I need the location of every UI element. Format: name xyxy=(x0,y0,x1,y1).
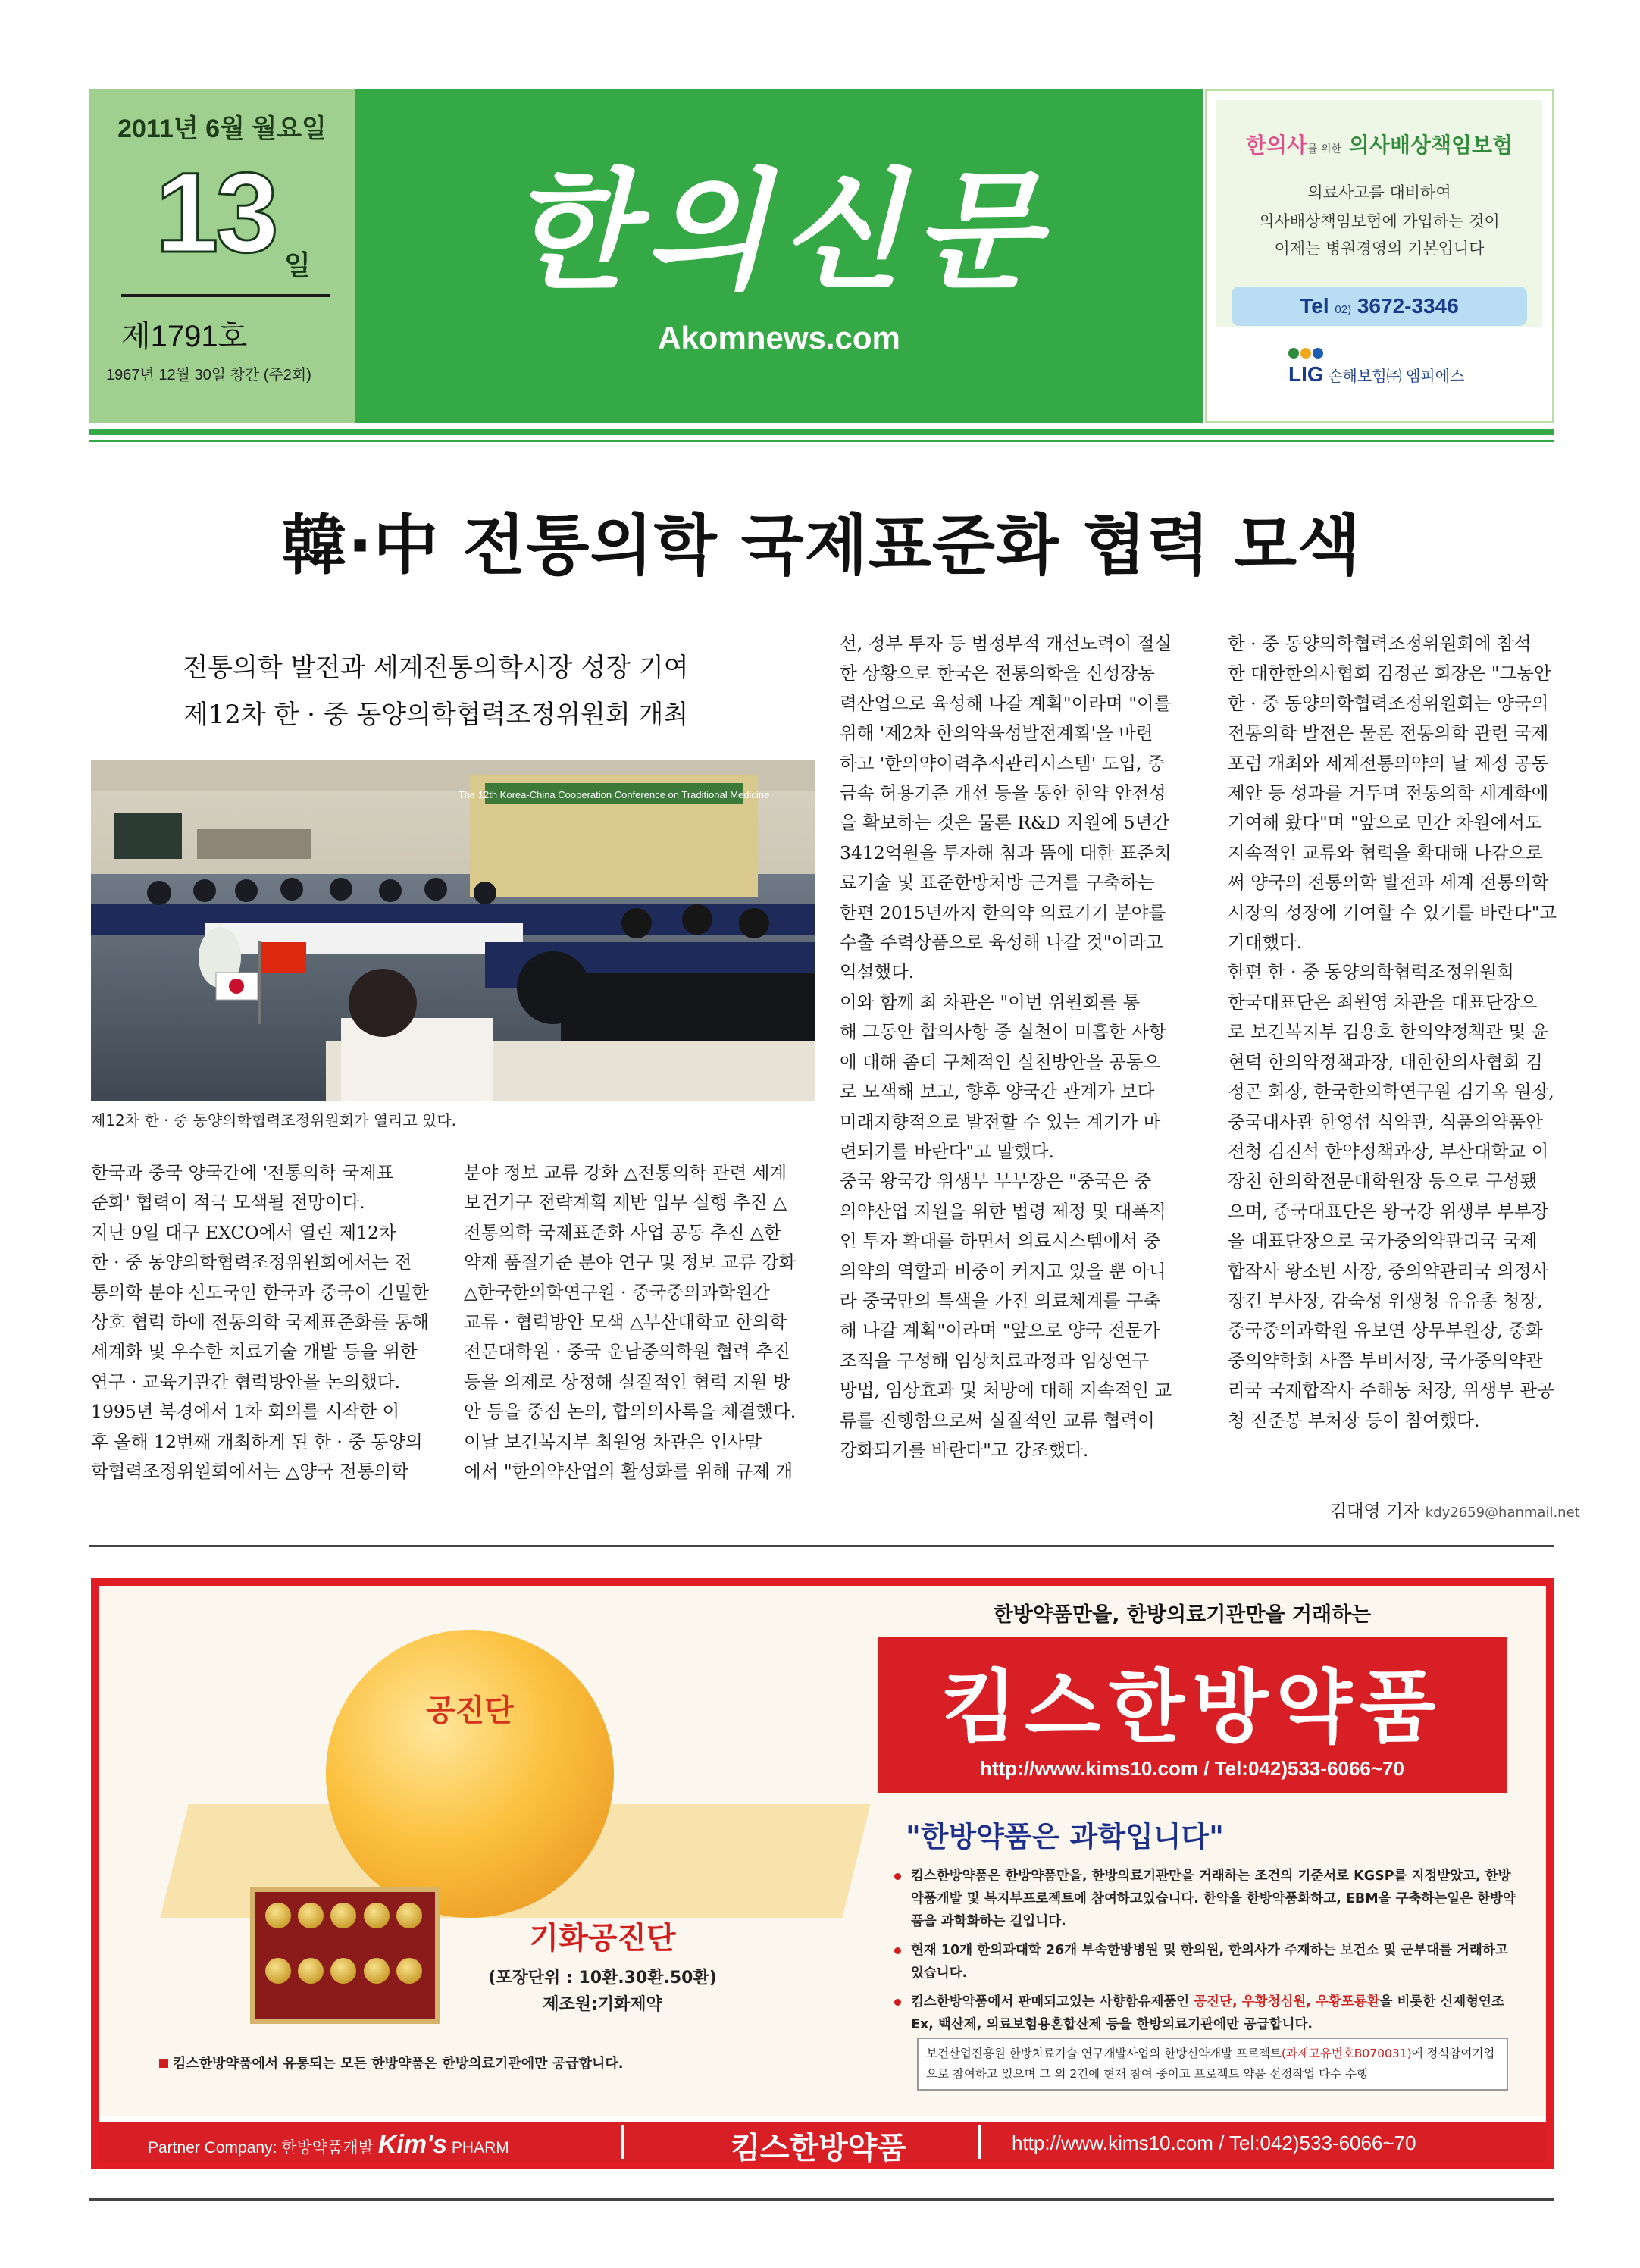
article-byline: 김대영 기자 kdy2659@hanmail.net xyxy=(1330,1502,1580,1521)
article-subhead: 전통의학 발전과 세계전통의학시장 성장 기여 제12차 한 · 중 동양의학협력조정위원회 개최 xyxy=(183,653,689,730)
insurance-ad-title: 한의사를 위한 의사배상책임보험 xyxy=(1245,133,1513,158)
article-line: 의약의 역할과 비중이 커지고 있을 뿐 아니 xyxy=(840,1260,1166,1282)
article-line: 기여해 왔다"며 "앞으로 민간 차원에서도 xyxy=(1228,812,1542,834)
article-line: 료기술 및 표준한방처방 근거를 구축하는 xyxy=(840,872,1155,894)
issue-number: 제1791호 xyxy=(121,320,248,353)
article-line: 준화' 협력이 적극 모색될 전망이다. xyxy=(91,1192,365,1214)
ad-bullet: 킴스한방약품에서 판매되고있는 사향함유제품인 공진단, 우황청심원, 우황포룡환을 비롯한 신제형연조Ex, 백산제, 의료보험용혼합산제 등을 한방의료기관에만 공급합니다. xyxy=(894,1991,1516,2036)
article-line: 방법, 임상효과 및 처방에 대해 지속적인 교 xyxy=(840,1380,1172,1402)
article-line: 위해 '제2차 한의약육성발전계획'을 마련 xyxy=(840,722,1153,744)
article-line: 중국 왕국강 위생부 부부장은 "중국은 중 xyxy=(840,1170,1152,1192)
article-column-1 xyxy=(91,1158,436,1486)
article-line: 의약산업 지원을 위한 법령 제정 및 대폭적 xyxy=(840,1200,1166,1222)
article-line: 류를 진행함으로써 실질적인 교류 협력이 xyxy=(840,1409,1155,1431)
article-line: 에 대해 좀더 구체적인 실천방안을 공동으 xyxy=(840,1051,1161,1073)
conference-photo-image xyxy=(91,760,815,1101)
article-line: 하고 '한의약이력추적관리시스템' 도입, 중 xyxy=(840,752,1165,774)
article-line: 세계화 및 우수한 치료기술 개발 등을 위한 xyxy=(91,1341,418,1363)
ad-notice: 킴스한방약품에서 유통되는 모든 한방약품은 한방의료기관에만 공급합니다. xyxy=(159,2053,624,2072)
article-line: 한 대한한의사협회 김정곤 회장은 "그동안 xyxy=(1228,663,1551,684)
article-line: 후 올해 12번째 개최하게 된 한 · 중 동양의 xyxy=(91,1430,423,1452)
article-line: 력산업으로 육성해 나갈 계획"이라며 "이를 xyxy=(840,692,1172,714)
article-line: 한 · 중 동양의학협력조정위원회는 양국의 xyxy=(1228,692,1549,714)
article-line: 학협력조정위원회에서는 △양국 전통의학 xyxy=(91,1461,408,1483)
article-line: 으며, 중국대표단은 왕국강 위생부 부부장 xyxy=(1228,1200,1549,1222)
article-line: 에서 "한의약산업의 활성화를 위해 규제 개 xyxy=(464,1461,793,1483)
article-line: 등을 의제로 상정해 실질적인 협력 지원 방 xyxy=(464,1371,790,1392)
article-line: 미래지향적으로 발전할 수 있는 계기가 마 xyxy=(840,1111,1161,1132)
article-line: 약재 품질기준 분야 연구 및 정보 교류 강화 xyxy=(464,1251,797,1273)
gongjindan-orange-image xyxy=(326,1630,614,1918)
article-line: 련되기를 바란다"고 말했다. xyxy=(840,1140,1054,1162)
ad-bullet: 킴스한방약품은 한방약품만을, 한방의료기관만을 거래하는 조건의 기준서로 KGSP를 지정받았고, 한방약품개발 및 복지부프로젝트에 참여하고있습니다. 한약을 한방약품화하고, EBM을 구축하는일은 한방약품을 과학화하는 길입니다. xyxy=(894,1865,1516,1933)
article-line: 상호 협력 하에 전통의학 국제표준화를 통해 xyxy=(91,1311,429,1333)
product-pills-image xyxy=(265,1903,424,2009)
date-divider xyxy=(121,294,330,297)
ad-bullet: 현재 10개 한의과대학 26개 부속한방병원 및 한의원, 한의사가 주재하는 보건소 및 군부대를 거래하고 있습니다. xyxy=(894,1939,1516,1984)
article-line: 을 대표단장으로 국가중의약관리국 국제 xyxy=(1228,1230,1538,1252)
article-line: 금속 허용기준 개선 등을 통한 한약 안전성 xyxy=(840,782,1166,804)
article-line: 안 등을 중점 논의, 합의의사록을 체결했다. xyxy=(464,1401,797,1423)
article-line: 장건 부사장, 감숙성 위생청 유유총 청장, xyxy=(1228,1289,1543,1311)
insurance-ad-line: 의료사고를 대비하여 xyxy=(1307,183,1451,202)
article-line: 현덕 한의약정책과장, 대한한의사협회 김 xyxy=(1228,1051,1543,1073)
masthead-rule xyxy=(89,429,1554,435)
square-bullet-icon xyxy=(159,2059,168,2068)
article-line: 이날 보건복지부 최원영 차관은 인사말 xyxy=(464,1430,762,1452)
newspaper-title: 한의신문 xyxy=(509,155,1050,307)
masthead-rule-thin xyxy=(89,440,1554,442)
article-line: 1995년 북경에서 1차 회의를 시작한 이 xyxy=(91,1401,400,1423)
ad-footer-partner: Partner Company: 한방약품개발 Kim's PHARM xyxy=(148,2130,509,2159)
issue-day-suffix: 일 xyxy=(284,249,311,280)
photo-banner-text: The 12th Korea-China Cooperation Conference on Traditional Medicine xyxy=(458,789,770,800)
insurance-ad-line: 의사배상책임보험에 가입하는 것이 xyxy=(1259,212,1500,230)
article-line: 한편 한 · 중 동양의학협력조정위원회 xyxy=(1228,961,1514,983)
byline-email[interactable]: kdy2659@hanmail.net xyxy=(1425,1505,1580,1521)
insurance-ad-phone[interactable]: Tel 02) 3672-3346 xyxy=(1232,287,1527,326)
insurance-sponsor: LIG 손해보험㈜ 엠피에스 xyxy=(1288,362,1465,386)
article-line: 지속적인 교류와 협력을 확대해 나감으로 xyxy=(1228,841,1543,863)
article-line: 이와 함께 최 차관은 "이번 위원회를 통 xyxy=(840,991,1141,1013)
ad-banner-url[interactable]: http://www.kims10.com / Tel:042)533-6066~70 xyxy=(980,1757,1404,1780)
article-line: 써 양국의 전통의학 발전과 세계 전통의학 xyxy=(1228,872,1549,894)
issue-date: 2011년 6월 월요일 xyxy=(117,114,327,143)
article-line: 수출 주력상품으로 육성해 나갈 것"이라고 xyxy=(840,932,1163,954)
article-line: 로 모색해 보고, 향후 양국간 관계가 보다 xyxy=(840,1081,1155,1103)
article-line: 기대했다. xyxy=(1228,932,1303,954)
article-line: 해 나갈 계획"이라며 "앞으로 양국 전문가 xyxy=(840,1320,1160,1342)
article-line: 포럼 개최와 세계전통의약의 날 제정 공동 xyxy=(1228,752,1549,774)
article-line: △한국한의학연구원 · 중국중의과학원간 xyxy=(464,1281,770,1303)
ad-tagline: 한방약품만을, 한방의료기관만을 거래하는 xyxy=(993,1603,1372,1627)
article-line: 리국 국제합작사 주해동 처장, 위생부 관공 xyxy=(1228,1380,1554,1402)
insurance-ad-line: 이제는 병원경영의 기본입니다 xyxy=(1274,240,1485,258)
article-line: 을 확보하는 것은 물론 R&D 지원에 5년간 xyxy=(840,812,1170,834)
product-name: 기화공진단 xyxy=(529,1921,676,1956)
article-line: 정곤 회장, 한국한의학연구원 김기옥 원장, xyxy=(1228,1081,1554,1103)
article-line: 지난 9일 대구 EXCO에서 열린 제12차 xyxy=(91,1221,396,1243)
article-line: 통의학 분야 선도국인 한국과 중국이 긴밀한 xyxy=(91,1281,429,1303)
photo-caption: 제12차 한 · 중 동양의학협력조정위원회가 열리고 있다. xyxy=(91,1111,457,1129)
article-line: 청 진준봉 부처장 등이 참여했다. xyxy=(1228,1409,1480,1431)
section-rule xyxy=(89,1545,1554,1547)
article-line: 장천 한의학전문대학원장 등으로 구성됐 xyxy=(1228,1170,1538,1192)
article-line: 한국과 중국 양국간에 '전통의학 국제표 xyxy=(91,1162,394,1183)
article-line: 3412억원을 투자해 침과 뜸에 대한 표준치 xyxy=(840,841,1172,863)
article-column-3 xyxy=(840,629,1182,1465)
article-line: 한편 2015년까지 한의약 의료기기 분야를 xyxy=(840,901,1166,923)
ad-footer-divider xyxy=(621,2125,624,2159)
article-column-2 xyxy=(464,1158,809,1486)
article-line: 중국대사관 한영섭 식약관, 식품의약품안 xyxy=(1228,1111,1543,1132)
article-line: 중국중의과학원 유보연 상무부원장, 중화 xyxy=(1228,1320,1543,1342)
article-line: 로 보건복지부 김용호 한의약정책관 및 윤 xyxy=(1228,1021,1549,1043)
ad-bullet-list xyxy=(894,1865,1516,2042)
article-line: 전통의학 발전은 물론 전통의학 관련 국제 xyxy=(1228,722,1549,744)
article-line: 인 투자 확대를 하면서 의료시스템에서 중 xyxy=(840,1230,1161,1252)
article-line: 전청 김진석 한약정책과장, 부산대학교 이 xyxy=(1228,1140,1549,1162)
article-line: 전문대학원 · 중국 운남중의학원 협력 추진 xyxy=(464,1341,790,1363)
conference-photo xyxy=(91,760,815,1101)
article-line: 해 그동안 합의사항 중 실천이 미흡한 사항 xyxy=(840,1021,1166,1043)
article-line: 연구 · 교육기관간 협력방안을 논의했다. xyxy=(91,1371,401,1392)
ad-project-note: 보건산업진흥원 한방치료기술 연구개발사업의 한방신약개발 프로젝트(과제고유번호B070031)에 정식참여기업으로 참여하고 있으며 그 외 2건에 현재 참여 중이고 프로젝트 약품 선정작업 다수 수행 xyxy=(917,2038,1508,2091)
article-line: 라 중국만의 특색을 가진 의료체계를 구축 xyxy=(840,1289,1161,1311)
article-line: 한 상황으로 한국은 전통의학을 신성장동 xyxy=(840,663,1155,684)
founded-info: 1967년 12월 30일 창간 (주2회) xyxy=(106,367,311,384)
lig-logo-icon xyxy=(1288,347,1334,359)
article-line: 분야 정보 교류 강화 △전통의학 관련 세계 xyxy=(464,1162,787,1183)
ad-footer-divider xyxy=(978,2125,981,2159)
article-line: 조직을 구성해 임상치료과정과 임상연구 xyxy=(840,1349,1150,1371)
article-column-4 xyxy=(1228,629,1557,1436)
product-maker: 제조원:기화제약 xyxy=(543,1995,662,2014)
ad-slogan: "한방약품은 과학입니다" xyxy=(906,1820,1224,1853)
article-line: 한 · 중 동양의학협력조정위원회에서는 전 xyxy=(91,1251,412,1273)
article-line: 합작사 왕소빈 사장, 중의약관리국 의정사 xyxy=(1228,1260,1549,1282)
newspaper-url[interactable]: Akomnews.com xyxy=(658,320,900,356)
page-bottom-rule xyxy=(89,2198,1554,2201)
ad-banner-title: 킴스한방약품 xyxy=(940,1661,1444,1753)
article-line: 제안 등 성과를 거두며 전통의학 세계화에 xyxy=(1228,782,1549,804)
article-line: 시장의 성장에 기여할 수 있기를 바란다"고 xyxy=(1228,901,1557,923)
article-line: 한 · 중 동양의학협력조정위원회에 참석 xyxy=(1228,633,1532,654)
article-line: 보건기구 전략계획 제반 입무 실행 추진 △ xyxy=(464,1192,787,1214)
ad-footer-name: 킴스한방약품 xyxy=(731,2131,906,2166)
article-line: 중의약학회 사쯤 부비서장, 국가중의약관 xyxy=(1228,1349,1543,1371)
article-line: 선, 정부 투자 등 범정부적 개선노력이 절실 xyxy=(840,633,1172,654)
article-line: 역설했다. xyxy=(840,961,915,983)
article-line: 한국대표단은 최원영 차관을 대표단장으 xyxy=(1228,991,1538,1013)
issue-day: 13 xyxy=(155,149,276,276)
article-line: 강화되기를 바란다"고 강조했다. xyxy=(840,1439,1089,1461)
product-pack-info: (포장단위 : 10환.30환.50환) xyxy=(488,1969,717,1988)
ad-footer-url[interactable]: http://www.kims10.com / Tel:042)533-6066~70 xyxy=(1012,2132,1416,2154)
article-line: 교류 · 협력방안 모색 △부산대학교 한의학 xyxy=(464,1311,787,1333)
gongjindan-orange-label: 공진단 xyxy=(426,1693,514,1728)
article-line: 전통의학 국제표준화 사업 공동 추진 △한 xyxy=(464,1221,781,1243)
article-headline: 韓·中 전통의학 국제표준화 협력 모색 xyxy=(281,508,1362,584)
